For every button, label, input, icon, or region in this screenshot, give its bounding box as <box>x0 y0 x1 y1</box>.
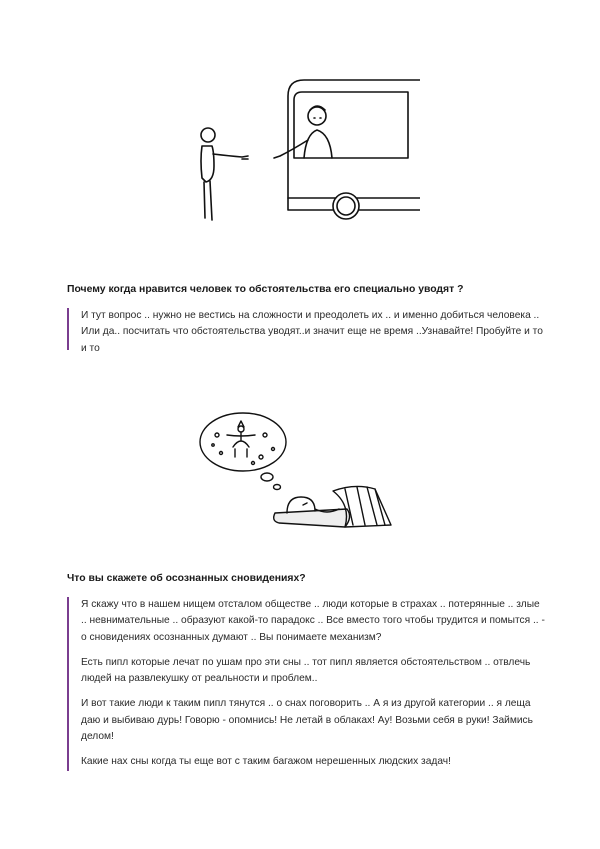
answer-paragraph: Я скажу что в нашем нищем отсталом обществе .. люди которые в страхах .. потерянные .. злые .. невнимательные .. образуют какой-то парадокс .. Все вместо того чтобы трудится и помытся .. - о сновидениях осознанных думают .. Вы понимаете механизм? <box>81 599 545 643</box>
answer-paragraph: Есть пипл которые лечат по ушам про эти сны .. тот пипл является обстоятельством .. отвлечь людей на развлекушку от реальности и проблем.. <box>81 656 531 685</box>
woman-figure <box>274 106 332 158</box>
question-heading: Почему когда нравится человек то обстоятельства его специально уводят ? <box>67 284 464 295</box>
sleeping-person <box>274 486 391 527</box>
question-heading: Что вы скажете об осознанных сновидениях? <box>67 573 306 584</box>
dream-bubble <box>200 413 286 490</box>
sleeping-illustration <box>195 405 395 540</box>
answer-block <box>67 308 547 354</box>
answer-paragraph: И тут вопрос .. нужно не вестись на сложности и преодолеть их .. и именно добиться человека .. Или да.. посчитать что обстоятельства уводят..и значит еще не время ..Узнавайте! Пробуйте и то и то <box>81 310 543 354</box>
answer-paragraph: Какие нах сны когда ты еще вот с таким багажом нерешенных людских задач! <box>81 756 451 768</box>
answer-block <box>67 597 547 771</box>
man-figure <box>201 128 248 220</box>
bus <box>288 80 420 219</box>
bus-illustration <box>180 70 420 230</box>
answer-paragraph: И вот такие люди к таким пипл тянутся .. о снах поговорить .. А я из другой категории .. я леща даю и выбиваю дурь! Говорю - опомнись! Не летай в облаках! Ау! Возьми себя в руки! Займись делом! <box>81 698 533 743</box>
